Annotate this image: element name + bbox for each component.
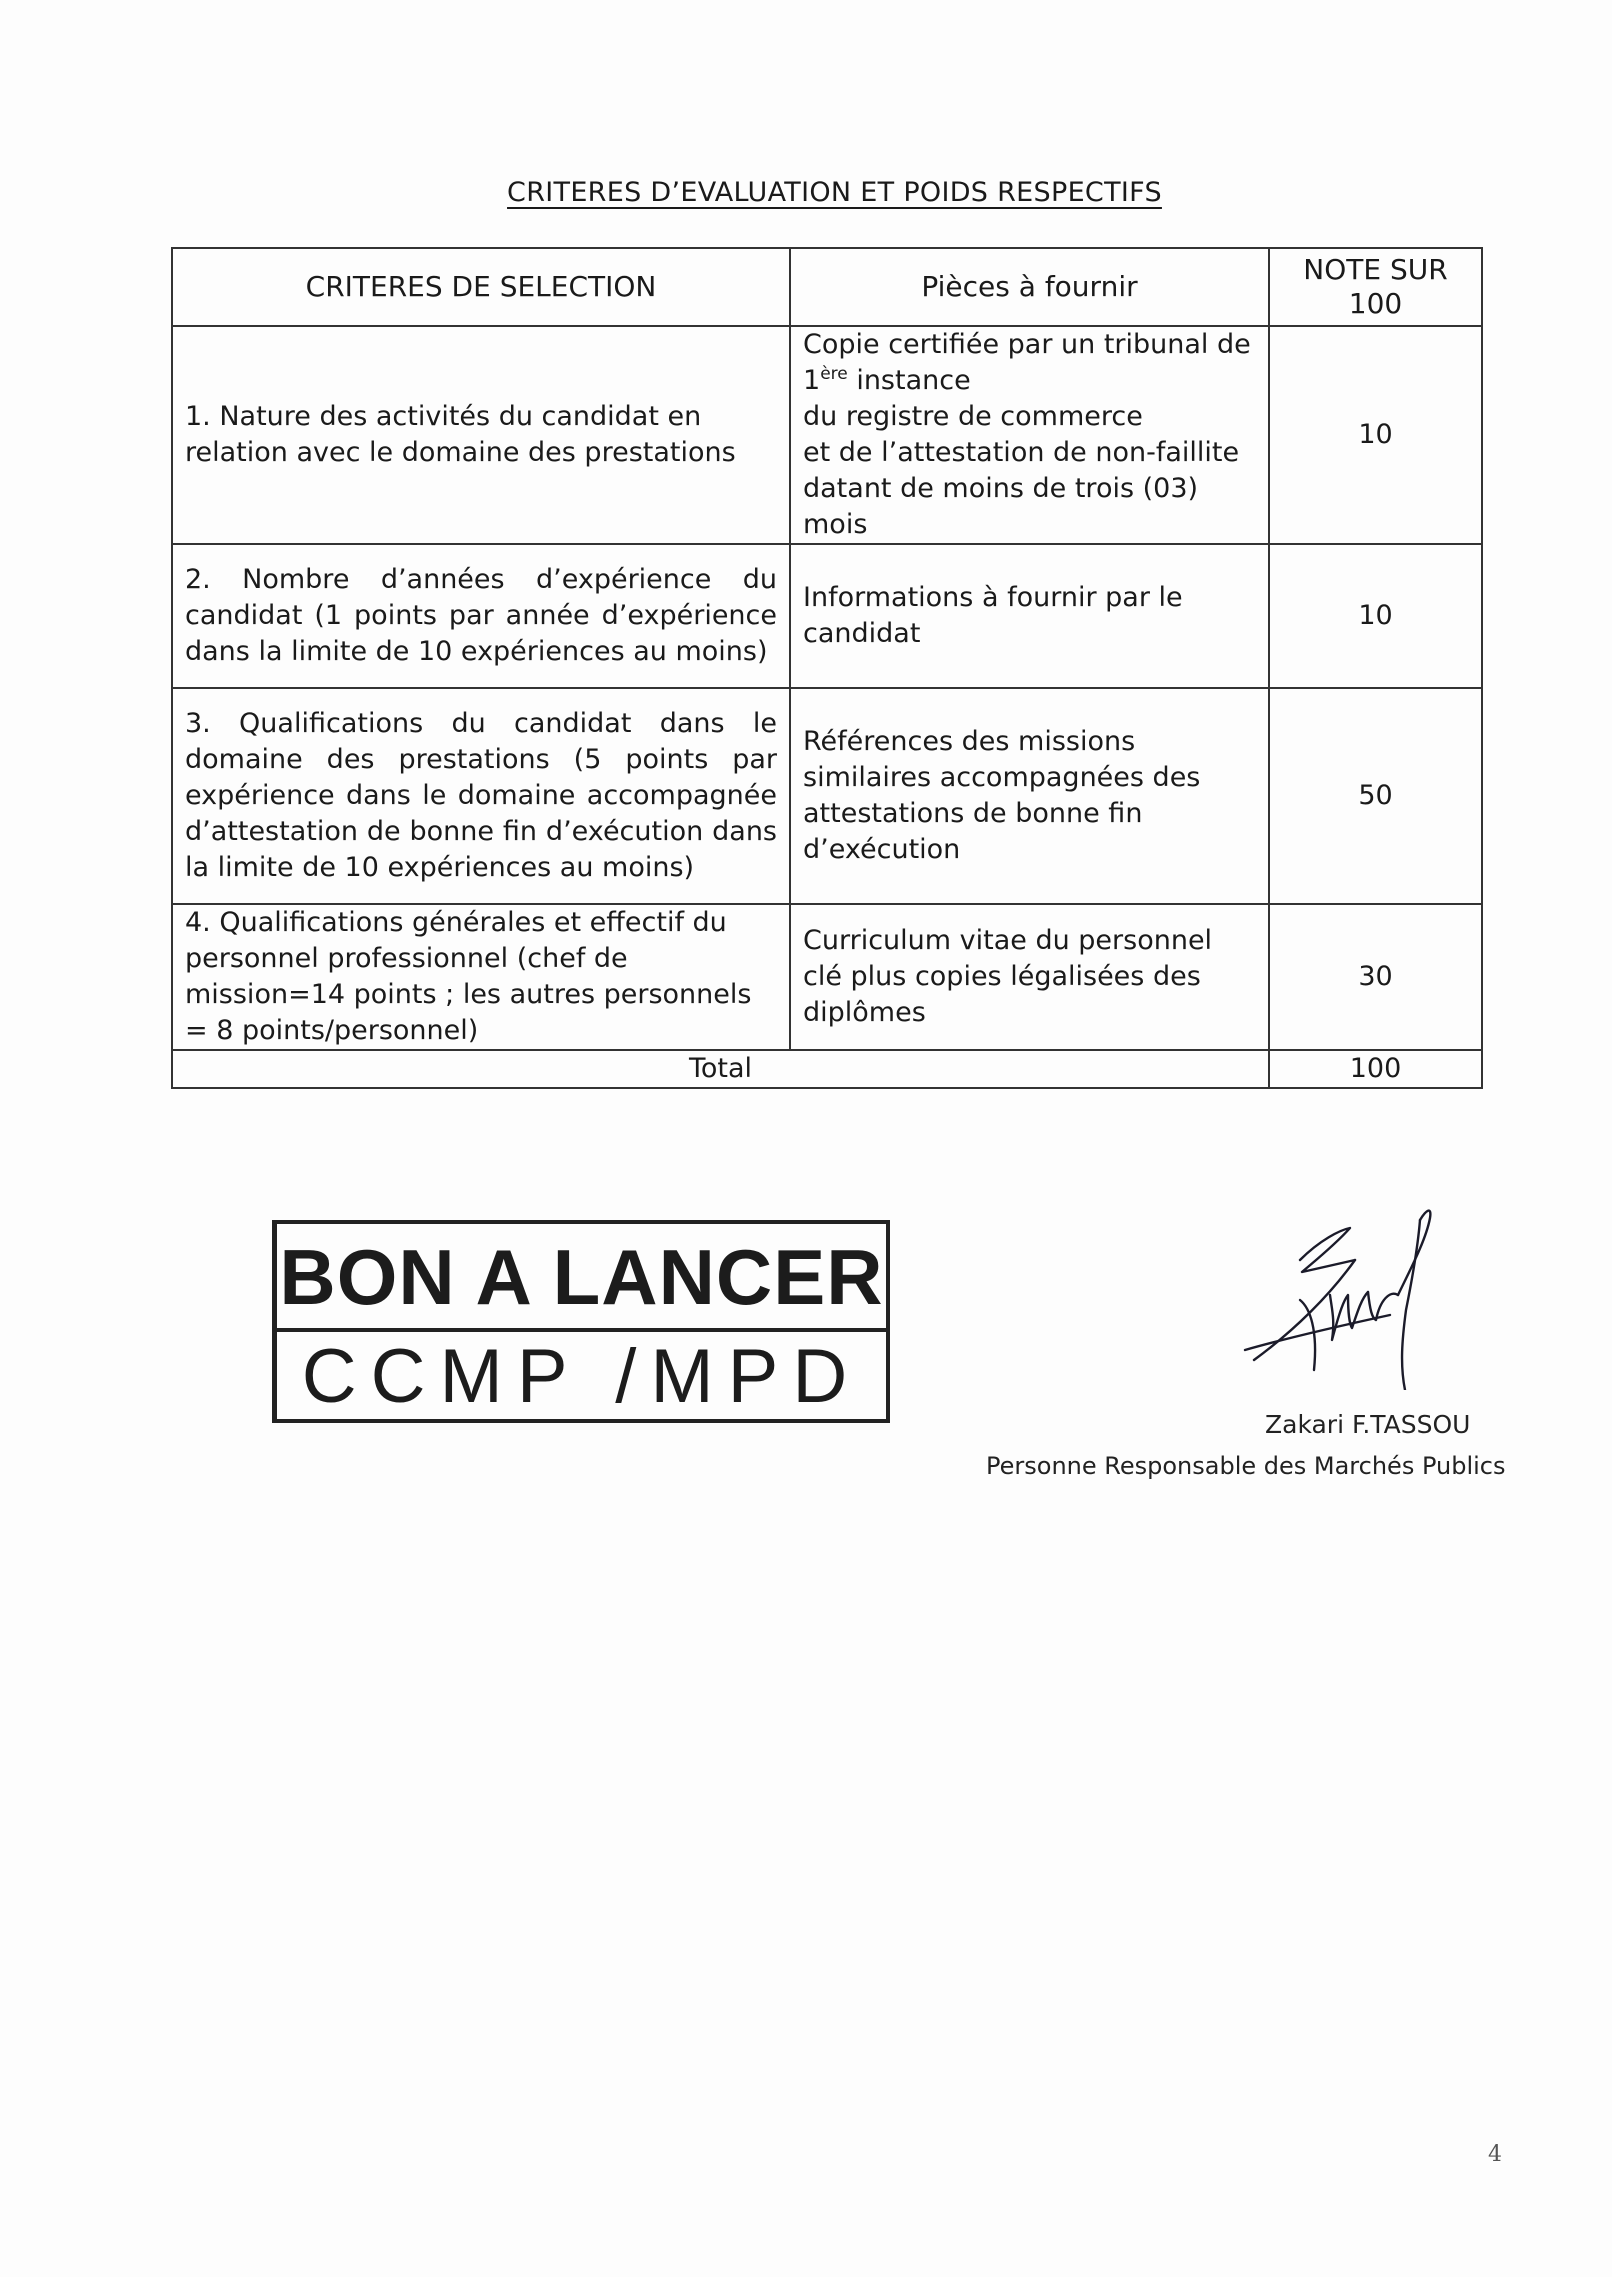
table-row: [172, 904, 1482, 1050]
table-row: [172, 544, 1482, 688]
approval-stamp: [272, 1220, 890, 1423]
criteria-table: [171, 247, 1483, 1089]
signatory-name: Zakari F.TASSOU: [1265, 1410, 1471, 1439]
score-cell: 10: [1269, 326, 1482, 544]
header-criteria: CRITERES DE SELECTION: [172, 248, 790, 326]
documents-text: Copie certifiée par un tribunal de 1: [803, 329, 1251, 396]
criterion-cell: 4. Qualifications générales et effectif du personnel professionnel (chef de mission=14 points ; les autres personnels = 8 points/personnel): [172, 904, 790, 1050]
stamp-line-1: BON A LANCER: [279, 1233, 884, 1321]
criterion-cell: 3. Qualifications du candidat dans le domaine des prestations (5 points par expérience dans le domaine accompagnée d’attestation de bonne fin d’exécution dans la limite de 10 expériences au moins): [172, 688, 790, 904]
documents-cell: [790, 326, 1269, 544]
score-cell: 10: [1269, 544, 1482, 688]
documents-text: et de l’attestation de non-faillite datant de moins de trois (03) mois: [803, 437, 1240, 540]
score-cell: 50: [1269, 688, 1482, 904]
table-row: [172, 688, 1482, 904]
documents-cell: Curriculum vitae du personnel clé plus copies légalisées des diplômes: [790, 904, 1269, 1050]
stamp-line-2: CCMP /MPD: [301, 1334, 862, 1419]
handwritten-signature: [1240, 1200, 1480, 1390]
document-title: [0, 177, 1612, 208]
page-number: 4: [1488, 2142, 1502, 2167]
documents-cell: Références des missions similaires accompagnées des attestations de bonne fin d’exécution: [790, 688, 1269, 904]
documents-cell: Informations à fournir par le candidat: [790, 544, 1269, 688]
stamp-divider: [277, 1328, 886, 1332]
header-score: NOTE SUR 100: [1269, 248, 1482, 326]
superscript-ere: ère: [820, 364, 848, 384]
table-row: [172, 326, 1482, 544]
score-cell: 30: [1269, 904, 1482, 1050]
signatory-role: Personne Responsable des Marchés Publics: [986, 1452, 1506, 1480]
criterion-cell: 1. Nature des activités du candidat en relation avec le domaine des prestations: [172, 326, 790, 544]
document-title-text: CRITERES D’EVALUATION ET POIDS RESPECTIFS: [507, 177, 1162, 208]
total-label: Total: [172, 1050, 1269, 1088]
header-documents: Pièces à fournir: [790, 248, 1269, 326]
documents-text: du registre de commerce: [803, 401, 1143, 432]
documents-text: instance: [847, 365, 971, 396]
total-row: [172, 1050, 1482, 1088]
table-header-row: [172, 248, 1482, 326]
total-value: 100: [1269, 1050, 1482, 1088]
criterion-cell: 2. Nombre d’années d’expérience du candidat (1 points par année d’expérience dans la limite de 10 expériences au moins): [172, 544, 790, 688]
